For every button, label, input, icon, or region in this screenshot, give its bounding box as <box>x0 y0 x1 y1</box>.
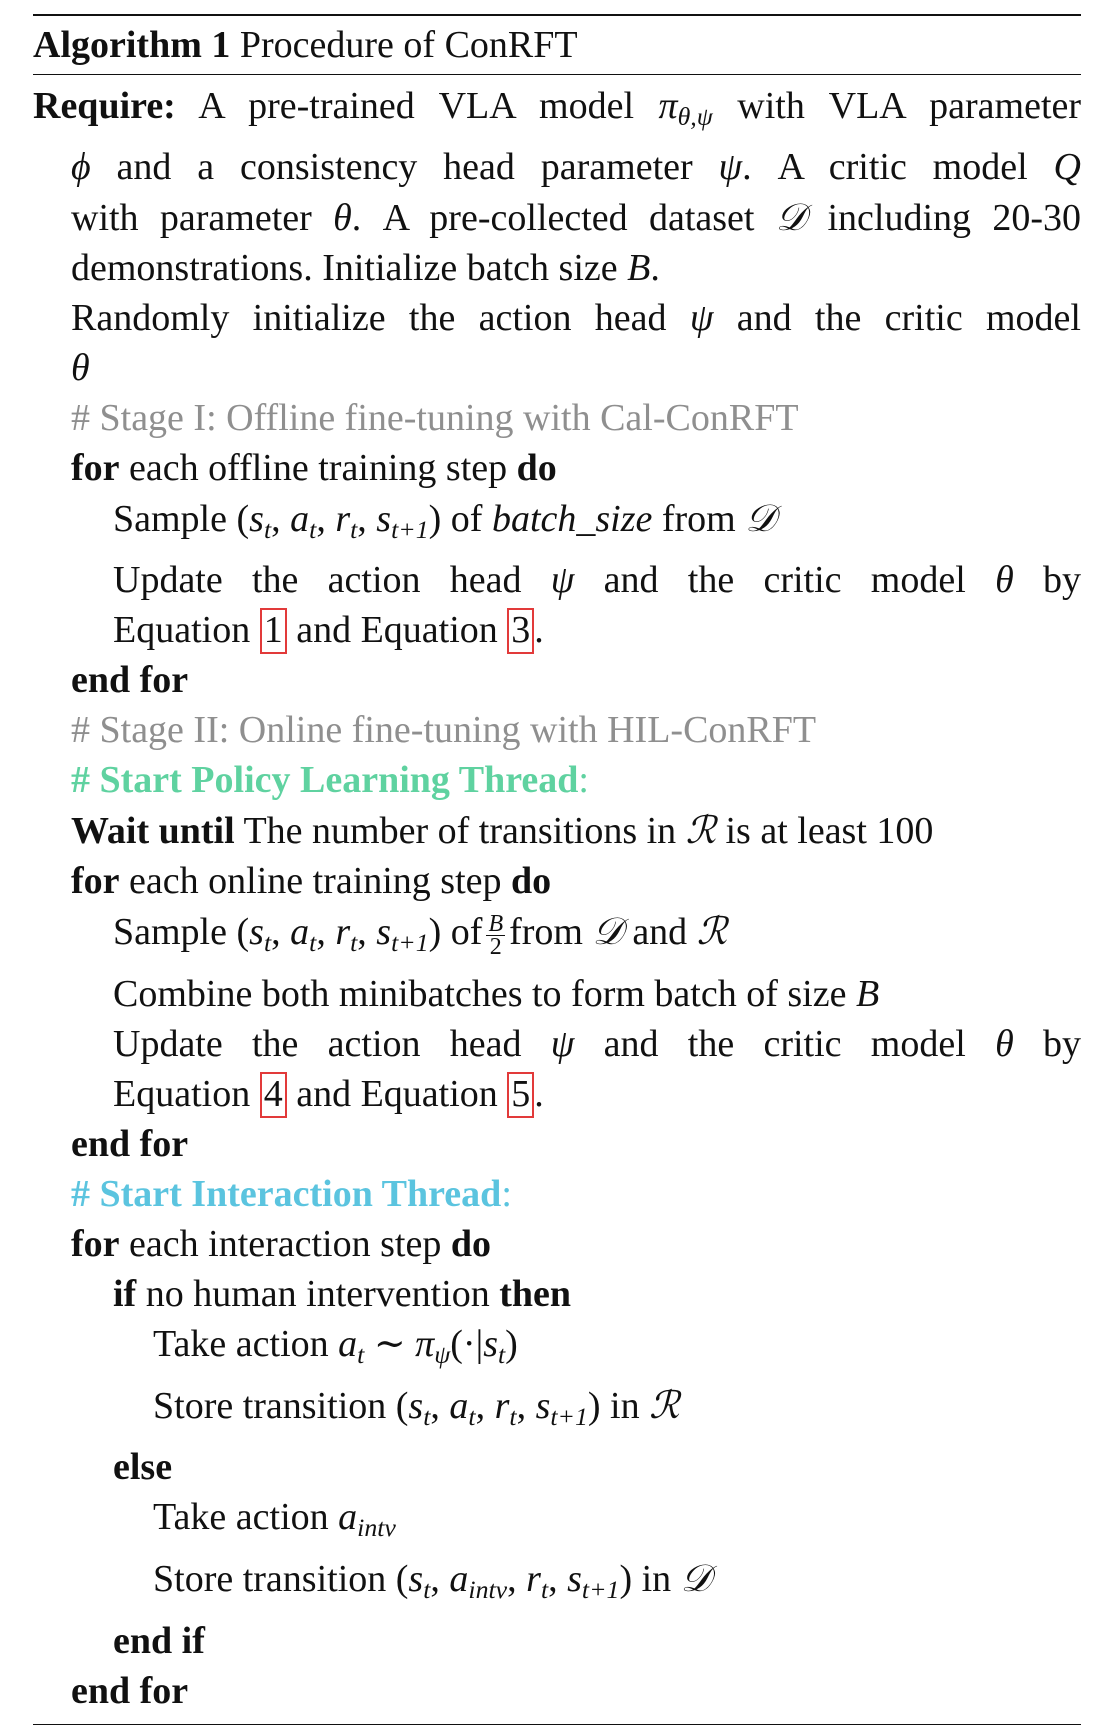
policy-symbol: $\pi_{\theta,\psi}$ <box>658 85 713 132</box>
stage1-for: for each offline training step do <box>71 447 557 490</box>
wait-until: Wait until The number of transitions in ℛ is at least 100 <box>71 808 934 853</box>
interaction-thread-comment: # Start Interaction Thread: <box>71 1172 512 1215</box>
stage2-combine: Combine both minibatches to form batch of size B <box>113 972 880 1015</box>
stage2-update-1: Update the action head ψ and the critic model θ by <box>113 1022 1081 1065</box>
interaction-if: if no human intervention then <box>113 1272 572 1315</box>
take-action-policy: Take action $a_t$ ∼ $\pi_\psi(\cdot|s_t)$ <box>153 1322 518 1369</box>
equation-ref-5[interactable]: 5 <box>507 1072 534 1118</box>
equation-ref-4[interactable]: 4 <box>260 1072 287 1118</box>
require-line-3: with parameter θ. A pre-collected dataset 𝒟 including 20-30 <box>71 195 1081 240</box>
stage2-sample: Sample ($s_t$, $a_t$, $r_t$, $s_{t+1}$) of $\frac{B}{2}$ from 𝒟 and ℛ <box>113 909 728 961</box>
algorithm-box <box>33 14 1081 1725</box>
stage2-for: for each online training step do <box>71 860 552 903</box>
require-text: A pre-trained VLA model <box>198 85 635 127</box>
take-action-intervention: Take action $a_{intv}$ <box>153 1496 396 1543</box>
interaction-for: for each interaction step do <box>71 1222 491 1265</box>
init-line-1: Randomly initialize the action head ψ and the critic model <box>71 297 1081 340</box>
require-line-4: demonstrations. Initialize batch size B. <box>71 247 660 290</box>
policy-thread-comment: # Start Policy Learning Thread: <box>71 759 589 802</box>
equation-ref-1[interactable]: 1 <box>260 608 287 654</box>
stage1-update-2: Equation 1 and Equation 3 . <box>33 605 1081 655</box>
algorithm-title: Procedure of ConRFT <box>239 24 578 66</box>
interaction-else: else <box>113 1446 173 1489</box>
init-line-2: θ <box>71 347 90 390</box>
stage1-end-for: end for <box>71 659 189 702</box>
require-keyword: Require: <box>33 85 176 127</box>
require-line-1 <box>33 81 1081 142</box>
half-batch-fraction: $\frac{B}{2}$ <box>488 911 504 961</box>
stage1-comment: # Stage I: Offline fine-tuning with Cal-ConRFT <box>71 397 799 440</box>
require-line-2: ϕ and a consistency head parameter ψ. A critic model Q <box>71 146 1081 189</box>
require-text-tail: with VLA parameter <box>737 85 1082 127</box>
store-transition-demo: Store transition ($s_t$, $a_{intv}$, $r_t$, $s_{t+1}$) in 𝒟 <box>153 1556 711 1605</box>
equation-ref-3[interactable]: 3 <box>507 608 534 654</box>
store-transition-replay: Store transition ($s_t$, $a_t$, $r_t$, $s_{t+1}$) in ℛ <box>153 1382 680 1432</box>
stage2-comment: # Stage II: Online fine-tuning with HIL-ConRFT <box>71 709 817 752</box>
algorithm-caption <box>33 16 1081 74</box>
interaction-end-if: end if <box>113 1619 205 1662</box>
stage2-update-2: Equation 4 and Equation 5 . <box>33 1069 1081 1119</box>
stage2-end-for: end for <box>71 1122 189 1165</box>
bottom-rule <box>33 1724 1081 1725</box>
stage1-sample: Sample ($s_t$, $a_t$, $r_t$, $s_{t+1}$) of batch_size from 𝒟 <box>113 496 776 545</box>
algorithm-label: Algorithm 1 <box>33 24 231 66</box>
interaction-end-for: end for <box>71 1669 189 1712</box>
algorithm-body <box>33 75 1081 1724</box>
stage1-update-1: Update the action head ψ and the critic model θ by <box>113 559 1081 602</box>
